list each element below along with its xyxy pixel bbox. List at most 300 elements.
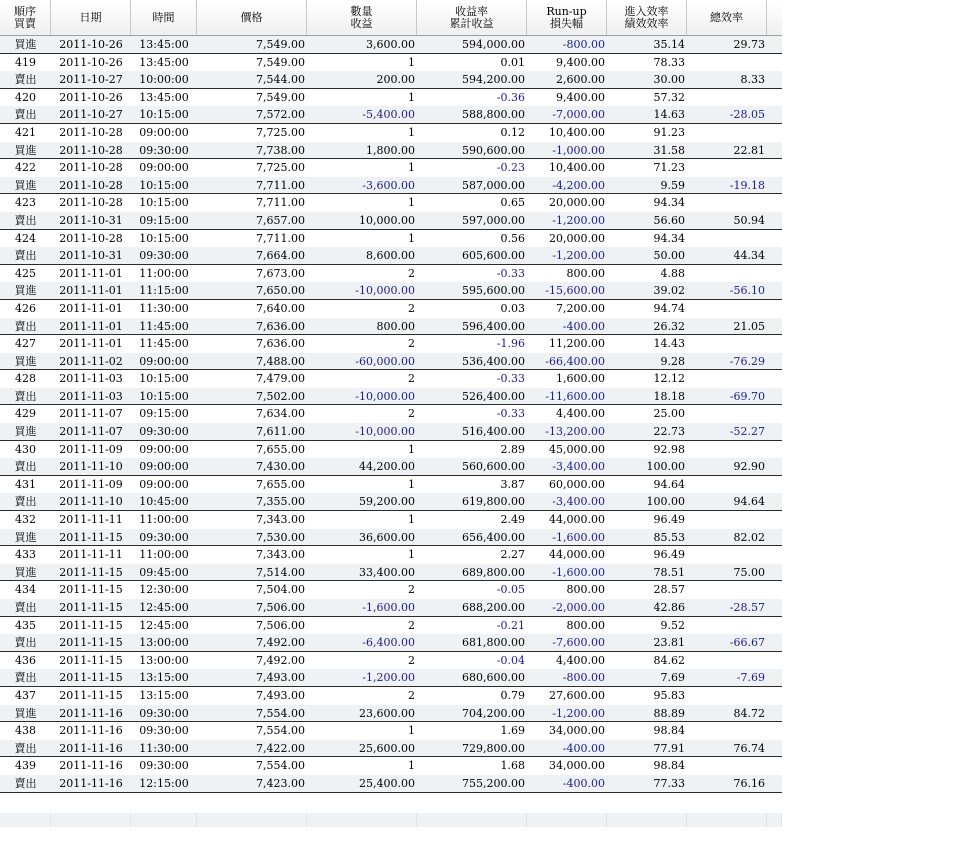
cell-qty-profit: 1 xyxy=(408,513,415,527)
cell-efficiency: 88.89 xyxy=(653,706,685,720)
table-row-entry[interactable] xyxy=(0,89,782,107)
cell-qty-profit: 1 xyxy=(408,161,415,175)
cell-seq-side: 432 xyxy=(15,513,36,527)
cell-time: 12:45:00 xyxy=(139,618,189,632)
cell-spacer xyxy=(767,106,782,123)
header-spacer[interactable] xyxy=(767,0,782,35)
cell-total-efficiency: -19.18 xyxy=(729,178,765,192)
cell-seq-side: 買進 xyxy=(14,284,37,298)
cell-return-cumprofit: 0.56 xyxy=(500,231,525,245)
cell-total-efficiency: 50.94 xyxy=(733,213,765,227)
cell-seq-side: 421 xyxy=(15,125,36,139)
table-row-entry[interactable] xyxy=(0,335,782,353)
cell-runup-drawdown: -400.00 xyxy=(562,741,605,755)
footer-cell xyxy=(417,813,527,827)
cell-spacer xyxy=(767,476,782,494)
cell-time: 13:45:00 xyxy=(139,38,189,51)
table-row-entry[interactable] xyxy=(0,230,782,248)
cell-price: 7,544.00 xyxy=(256,73,305,87)
cell-total-efficiency: 29.73 xyxy=(733,38,765,51)
cell-price: 7,640.00 xyxy=(256,301,305,315)
cell-total-efficiency xyxy=(687,89,767,107)
table-row-entry[interactable] xyxy=(0,54,782,72)
cell-total-efficiency xyxy=(687,159,767,177)
cell-seq-side: 420 xyxy=(15,90,36,104)
header-label-bottom: 買賣 xyxy=(14,16,36,30)
cell-qty-profit: 44,200.00 xyxy=(359,460,415,474)
table-row-entry[interactable] xyxy=(0,757,782,775)
cell-time: 09:15:00 xyxy=(139,213,189,227)
cell-seq-side: 賣出 xyxy=(14,776,37,790)
cell-total-efficiency: -69.70 xyxy=(729,389,765,403)
cell-seq-side: 426 xyxy=(15,301,36,315)
cell-runup-drawdown: 44,000.00 xyxy=(549,513,605,527)
cell-total-efficiency: -76.29 xyxy=(729,354,765,368)
cell-return-cumprofit: 2.49 xyxy=(500,513,525,527)
cell-efficiency: 95.83 xyxy=(653,688,685,702)
cell-qty-profit: 2 xyxy=(408,618,415,632)
cell-total-efficiency xyxy=(687,757,767,775)
cell-total-efficiency xyxy=(687,370,767,388)
cell-qty-profit: 1 xyxy=(408,90,415,104)
cell-seq-side: 賣出 xyxy=(14,73,37,87)
table-row-exit[interactable] xyxy=(0,353,782,371)
table-row-exit[interactable] xyxy=(0,458,782,476)
cell-date: 2011-11-15 xyxy=(59,653,123,667)
table-row-entry[interactable] xyxy=(0,441,782,459)
cell-date: 2011-11-09 xyxy=(59,477,123,491)
cell-total-efficiency: 75.00 xyxy=(733,565,765,579)
cell-efficiency: 98.84 xyxy=(653,759,685,773)
cell-qty-profit: -6,400.00 xyxy=(362,636,415,650)
cell-total-efficiency xyxy=(687,300,767,318)
cell-return-cumprofit: 605,600.00 xyxy=(462,249,525,263)
cell-date: 2011-11-01 xyxy=(59,337,123,351)
cell-price: 7,657.00 xyxy=(256,213,305,227)
header-time[interactable] xyxy=(131,0,197,35)
cell-qty-profit: 200.00 xyxy=(376,73,415,87)
table-row-exit[interactable] xyxy=(0,318,782,336)
cell-date: 2011-11-16 xyxy=(59,724,123,738)
cell-spacer xyxy=(767,634,782,651)
cell-total-efficiency: 8.33 xyxy=(740,73,765,87)
table-row-exit[interactable] xyxy=(0,177,782,195)
cell-seq-side: 賣出 xyxy=(14,389,37,403)
cell-time: 09:00:00 xyxy=(139,460,189,474)
cell-efficiency: 22.73 xyxy=(653,425,685,439)
header-label-top: 數量 xyxy=(350,4,373,18)
table-row-exit[interactable] xyxy=(0,564,782,582)
cell-return-cumprofit: 729,800.00 xyxy=(462,741,525,755)
cell-price: 7,502.00 xyxy=(256,389,305,403)
cell-time: 10:00:00 xyxy=(139,73,189,87)
cell-runup-drawdown: 4,400.00 xyxy=(556,407,605,421)
cell-runup-drawdown: -7,000.00 xyxy=(552,108,605,122)
cell-return-cumprofit: 0.79 xyxy=(500,688,525,702)
cell-qty-profit: 2 xyxy=(408,407,415,421)
cell-date: 2011-11-11 xyxy=(59,548,123,562)
cell-time: 10:45:00 xyxy=(139,495,189,509)
cell-seq-side: 422 xyxy=(15,161,36,175)
cell-price: 7,549.00 xyxy=(256,38,305,51)
cell-runup-drawdown: 34,000.00 xyxy=(549,759,605,773)
table-row-exit[interactable] xyxy=(0,529,782,547)
cell-total-efficiency: 76.16 xyxy=(733,776,765,790)
cell-total-efficiency xyxy=(687,441,767,459)
cell-time: 10:15:00 xyxy=(139,108,189,122)
cell-qty-profit: 8,600.00 xyxy=(366,249,415,263)
header-date[interactable] xyxy=(51,0,131,35)
cell-date: 2011-11-01 xyxy=(59,319,123,333)
cell-seq-side: 賣出 xyxy=(14,213,37,227)
cell-qty-profit: 1 xyxy=(408,477,415,491)
cell-spacer xyxy=(767,423,782,440)
footer-cell xyxy=(131,813,197,827)
table-row-entry[interactable] xyxy=(0,546,782,564)
cell-total-efficiency: 82.02 xyxy=(733,530,765,544)
cell-qty-profit: 1 xyxy=(408,125,415,139)
cell-return-cumprofit: 2.27 xyxy=(500,548,525,562)
cell-return-cumprofit: 0.12 xyxy=(500,125,525,139)
cell-price: 7,343.00 xyxy=(256,548,305,562)
cell-date: 2011-11-15 xyxy=(59,565,123,579)
cell-return-cumprofit: 0.01 xyxy=(500,55,525,69)
cell-spacer xyxy=(767,230,782,248)
cell-price: 7,504.00 xyxy=(256,583,305,597)
grid-body xyxy=(0,36,782,793)
cell-price: 7,711.00 xyxy=(256,196,305,210)
table-row-entry[interactable] xyxy=(0,405,782,423)
cell-seq-side: 430 xyxy=(15,442,36,456)
cell-seq-side: 賣出 xyxy=(14,108,37,122)
cell-time: 09:30:00 xyxy=(139,724,189,738)
cell-qty-profit: -10,000.00 xyxy=(355,284,415,298)
cell-date: 2011-10-26 xyxy=(59,55,123,69)
cell-efficiency: 7.69 xyxy=(660,671,685,685)
cell-spacer xyxy=(767,142,782,159)
table-row-exit[interactable] xyxy=(0,599,782,617)
cell-spacer xyxy=(767,564,782,581)
cell-seq-side: 424 xyxy=(15,231,36,245)
footer-cell xyxy=(197,813,307,827)
table-row-entry[interactable] xyxy=(0,159,782,177)
cell-date: 2011-11-09 xyxy=(59,442,123,456)
cell-qty-profit: 1 xyxy=(408,442,415,456)
cell-seq-side: 賣出 xyxy=(14,671,37,685)
cell-return-cumprofit: 596,400.00 xyxy=(462,319,525,333)
table-row-exit[interactable] xyxy=(0,669,782,687)
header-label-top: 價格 xyxy=(240,10,263,24)
header-label-top: 進入效率 xyxy=(624,4,669,18)
cell-total-efficiency xyxy=(687,265,767,283)
cell-price: 7,554.00 xyxy=(256,706,305,720)
cell-seq-side: 買進 xyxy=(14,354,37,368)
cell-total-efficiency: -52.27 xyxy=(729,425,765,439)
cell-efficiency: 28.57 xyxy=(653,583,685,597)
cell-seq-side: 買進 xyxy=(14,143,37,157)
cell-runup-drawdown: 4,400.00 xyxy=(556,653,605,667)
header-runup-drawdown[interactable] xyxy=(527,0,607,35)
cell-qty-profit: 2 xyxy=(408,372,415,386)
cell-price: 7,725.00 xyxy=(256,125,305,139)
table-row-exit[interactable] xyxy=(0,634,782,652)
cell-runup-drawdown: 800.00 xyxy=(566,583,605,597)
cell-time: 09:00:00 xyxy=(139,477,189,491)
cell-date: 2011-10-26 xyxy=(59,38,123,51)
table-row-exit[interactable] xyxy=(0,36,782,54)
cell-time: 11:15:00 xyxy=(139,284,189,298)
cell-spacer xyxy=(767,71,782,88)
cell-efficiency: 57.32 xyxy=(653,90,685,104)
header-label-top: 日期 xyxy=(79,10,102,24)
cell-spacer xyxy=(767,36,782,53)
cell-date: 2011-11-03 xyxy=(59,372,123,386)
cell-efficiency: 9.59 xyxy=(660,178,685,192)
cell-seq-side: 438 xyxy=(15,724,36,738)
cell-price: 7,711.00 xyxy=(256,178,305,192)
cell-return-cumprofit: -0.05 xyxy=(496,583,525,597)
cell-date: 2011-11-07 xyxy=(59,407,123,421)
cell-runup-drawdown: -800.00 xyxy=(562,38,605,51)
table-row-entry[interactable] xyxy=(0,652,782,670)
table-row-entry[interactable] xyxy=(0,124,782,142)
cell-time: 10:15:00 xyxy=(139,389,189,403)
table-row-exit[interactable] xyxy=(0,106,782,124)
header-label-bottom: 績效效率 xyxy=(624,16,669,30)
cell-return-cumprofit: 516,400.00 xyxy=(462,425,525,439)
cell-seq-side: 428 xyxy=(15,372,36,386)
cell-total-efficiency: -7.69 xyxy=(736,671,765,685)
cell-date: 2011-10-28 xyxy=(59,231,123,245)
cell-spacer xyxy=(767,493,782,510)
cell-price: 7,530.00 xyxy=(256,530,305,544)
table-row-entry[interactable] xyxy=(0,370,782,388)
cell-return-cumprofit: 0.65 xyxy=(500,196,525,210)
cell-time: 11:00:00 xyxy=(139,548,189,562)
footer-cell xyxy=(687,813,767,827)
cell-seq-side: 423 xyxy=(15,196,36,210)
table-row-entry[interactable] xyxy=(0,300,782,318)
cell-seq-side: 賣出 xyxy=(14,495,37,509)
table-row-exit[interactable] xyxy=(0,705,782,723)
footer-cell xyxy=(527,813,607,827)
cell-spacer xyxy=(767,282,782,299)
header-return-cumprofit[interactable] xyxy=(417,0,527,35)
cell-qty-profit: -1,600.00 xyxy=(362,601,415,614)
cell-date: 2011-11-15 xyxy=(59,671,123,685)
cell-date: 2011-11-10 xyxy=(59,460,123,474)
cell-spacer xyxy=(767,177,782,194)
cell-time: 09:30:00 xyxy=(139,759,189,773)
cell-qty-profit: 2 xyxy=(408,266,415,280)
cell-time: 09:30:00 xyxy=(139,425,189,439)
cell-time: 09:15:00 xyxy=(139,407,189,421)
cell-efficiency: 96.49 xyxy=(653,513,685,527)
footer-cell xyxy=(307,813,417,827)
cell-date: 2011-11-16 xyxy=(59,759,123,773)
cell-return-cumprofit: 0.03 xyxy=(500,301,525,315)
table-row-exit[interactable] xyxy=(0,282,782,300)
cell-return-cumprofit: 590,600.00 xyxy=(462,143,525,157)
cell-total-efficiency xyxy=(687,687,767,705)
table-row-exit[interactable] xyxy=(0,142,782,160)
cell-efficiency: 100.00 xyxy=(646,460,685,474)
cell-price: 7,725.00 xyxy=(256,161,305,175)
cell-return-cumprofit: -0.33 xyxy=(496,407,525,421)
cell-qty-profit: 2 xyxy=(408,301,415,315)
table-row-entry[interactable] xyxy=(0,194,782,212)
cell-date: 2011-11-15 xyxy=(59,601,123,614)
cell-runup-drawdown: -1,200.00 xyxy=(552,213,605,227)
cell-efficiency: 50.00 xyxy=(653,249,685,263)
cell-runup-drawdown: -1,000.00 xyxy=(552,143,605,157)
cell-return-cumprofit: -0.21 xyxy=(496,618,525,632)
cell-total-efficiency: 44.34 xyxy=(733,249,765,263)
table-row-exit[interactable] xyxy=(0,740,782,758)
cell-runup-drawdown: -800.00 xyxy=(562,671,605,685)
cell-efficiency: 98.84 xyxy=(653,724,685,738)
cell-date: 2011-11-16 xyxy=(59,741,123,755)
cell-total-efficiency: -28.57 xyxy=(729,601,765,614)
cell-date: 2011-11-02 xyxy=(59,354,123,368)
cell-spacer xyxy=(767,757,782,775)
header-label-bottom: 收益 xyxy=(350,16,373,30)
cell-efficiency: 18.18 xyxy=(653,389,685,403)
cell-total-efficiency xyxy=(687,722,767,740)
cell-runup-drawdown: -1,600.00 xyxy=(552,530,605,544)
cell-seq-side: 賣出 xyxy=(14,460,37,474)
header-entry-exit-eff[interactable] xyxy=(607,0,687,35)
cell-seq-side: 431 xyxy=(15,477,36,491)
cell-price: 7,488.00 xyxy=(256,354,305,368)
cell-runup-drawdown: 7,200.00 xyxy=(556,301,605,315)
cell-price: 7,634.00 xyxy=(256,407,305,421)
cell-spacer xyxy=(767,212,782,229)
cell-time: 13:15:00 xyxy=(139,688,189,702)
header-price[interactable] xyxy=(197,0,307,35)
cell-seq-side: 賣出 xyxy=(14,741,37,755)
table-row-exit[interactable] xyxy=(0,71,782,89)
header-seq-side[interactable] xyxy=(0,0,51,35)
cell-date: 2011-11-03 xyxy=(59,389,123,403)
cell-return-cumprofit: 689,800.00 xyxy=(462,565,525,579)
cell-qty-profit: 1,800.00 xyxy=(366,143,415,157)
cell-efficiency: 77.33 xyxy=(653,776,685,790)
cell-spacer xyxy=(767,405,782,423)
table-row-exit[interactable] xyxy=(0,247,782,265)
cell-time: 10:15:00 xyxy=(139,196,189,210)
header-total-eff[interactable] xyxy=(687,0,767,35)
grid-header xyxy=(0,0,782,36)
table-row-entry[interactable] xyxy=(0,617,782,635)
cell-time: 13:00:00 xyxy=(139,653,189,667)
cell-price: 7,554.00 xyxy=(256,759,305,773)
header-qty-profit[interactable] xyxy=(307,0,417,35)
cell-price: 7,493.00 xyxy=(256,671,305,685)
cell-price: 7,492.00 xyxy=(256,636,305,650)
cell-seq-side: 419 xyxy=(15,55,36,69)
cell-runup-drawdown: -1,200.00 xyxy=(552,706,605,720)
cell-total-efficiency xyxy=(687,581,767,599)
cell-qty-profit: 59,200.00 xyxy=(359,495,415,509)
cell-qty-profit: 36,600.00 xyxy=(359,530,415,544)
cell-total-efficiency xyxy=(687,476,767,494)
cell-seq-side: 427 xyxy=(15,337,36,351)
table-row-exit[interactable] xyxy=(0,775,782,793)
cell-time: 10:15:00 xyxy=(139,178,189,192)
cell-time: 11:00:00 xyxy=(139,513,189,527)
cell-efficiency: 12.12 xyxy=(653,372,685,386)
cell-spacer xyxy=(767,775,782,792)
cell-runup-drawdown: 20,000.00 xyxy=(549,196,605,210)
cell-spacer xyxy=(767,740,782,757)
cell-efficiency: 100.00 xyxy=(646,495,685,509)
cell-return-cumprofit: 595,600.00 xyxy=(462,284,525,298)
cell-time: 09:30:00 xyxy=(139,530,189,544)
cell-efficiency: 78.33 xyxy=(653,55,685,69)
cell-seq-side: 429 xyxy=(15,407,36,421)
cell-price: 7,492.00 xyxy=(256,653,305,667)
cell-efficiency: 91.23 xyxy=(653,125,685,139)
cell-time: 13:00:00 xyxy=(139,636,189,650)
cell-price: 7,655.00 xyxy=(256,442,305,456)
table-row-exit[interactable] xyxy=(0,493,782,511)
table-row-entry[interactable] xyxy=(0,511,782,529)
cell-efficiency: 42.86 xyxy=(653,601,685,614)
cell-return-cumprofit: 704,200.00 xyxy=(462,706,525,720)
table-row-entry[interactable] xyxy=(0,265,782,283)
cell-qty-profit: 2 xyxy=(408,688,415,702)
cell-date: 2011-10-27 xyxy=(59,73,123,87)
cell-date: 2011-11-15 xyxy=(59,688,123,702)
cell-total-efficiency: -66.67 xyxy=(729,636,765,650)
table-row-exit[interactable] xyxy=(0,212,782,230)
cell-spacer xyxy=(767,687,782,705)
cell-runup-drawdown: 27,600.00 xyxy=(549,688,605,702)
cell-time: 09:30:00 xyxy=(139,143,189,157)
table-row-exit[interactable] xyxy=(0,423,782,441)
cell-return-cumprofit: -1.96 xyxy=(496,337,525,351)
cell-date: 2011-10-28 xyxy=(59,196,123,210)
cell-efficiency: 25.00 xyxy=(653,407,685,421)
cell-price: 7,423.00 xyxy=(256,776,305,790)
cell-return-cumprofit: 560,600.00 xyxy=(462,460,525,474)
table-row-entry[interactable] xyxy=(0,581,782,599)
cell-date: 2011-11-01 xyxy=(59,266,123,280)
cell-efficiency: 35.14 xyxy=(653,38,685,51)
cell-spacer xyxy=(767,599,782,616)
cell-qty-profit: -60,000.00 xyxy=(355,354,415,368)
cell-runup-drawdown: -66,400.00 xyxy=(545,354,605,368)
cell-return-cumprofit: 526,400.00 xyxy=(462,389,525,403)
cell-time: 09:00:00 xyxy=(139,354,189,368)
table-row-entry[interactable] xyxy=(0,476,782,494)
cell-price: 7,711.00 xyxy=(256,231,305,245)
cell-return-cumprofit: 1.69 xyxy=(500,724,525,738)
header-label-bottom: 損失幅 xyxy=(550,16,583,30)
table-row-entry[interactable] xyxy=(0,687,782,705)
cell-qty-profit: 33,400.00 xyxy=(359,565,415,579)
table-row-entry[interactable] xyxy=(0,722,782,740)
cell-spacer xyxy=(767,652,782,670)
cell-spacer xyxy=(767,318,782,335)
cell-total-efficiency: 94.64 xyxy=(733,495,765,509)
cell-return-cumprofit: -0.23 xyxy=(496,161,525,175)
cell-qty-profit: -1,200.00 xyxy=(362,671,415,685)
cell-time: 09:30:00 xyxy=(139,706,189,720)
cell-price: 7,549.00 xyxy=(256,90,305,104)
table-row-exit[interactable] xyxy=(0,388,782,406)
